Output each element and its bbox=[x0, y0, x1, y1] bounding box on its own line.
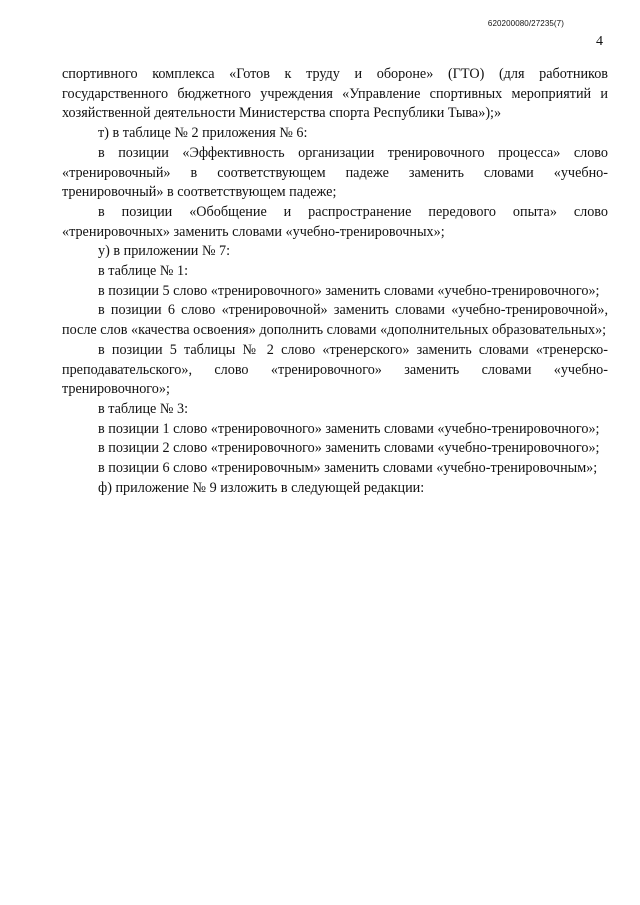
page-number: 4 bbox=[596, 34, 603, 49]
document-body bbox=[62, 65, 608, 498]
paragraph-table-3-position-6: в позиции 6 слово «тренировочным» заменить словами «учебно-тренировочным»; bbox=[98, 460, 598, 477]
paragraph-item-t: т) в таблице № 2 приложения № 6: bbox=[98, 125, 308, 142]
paragraph-table-1-position-5: в позиции 5 слово «тренировочного» заменить словами «учебно-тренировочного»; bbox=[98, 282, 600, 299]
paragraph-table-3: в таблице № 3: bbox=[98, 400, 189, 417]
paragraph-table-1: в таблице № 1: bbox=[98, 263, 189, 280]
paragraph-item-f: ф) приложение № 9 изложить в следующей редакции: bbox=[98, 479, 425, 496]
paragraph-gto-continuation: спортивного комплекса «Готов к труду и обороне» (ГТО) (для работников государственного бюджетного учреждения «Управление спортивных мероприятий и хозяйственной деятельности Министерства спорта Республики Тыва»);» bbox=[62, 66, 608, 122]
paragraph-experience-position: в позиции «Обобщение и распространение передового опыта» слово «тренировочных» заменить словами «учебно-тренировочных»; bbox=[62, 203, 608, 240]
paragraph-item-u: у) в приложении № 7: bbox=[98, 243, 231, 260]
paragraph-table-3-position-2: в позиции 2 слово «тренировочного» заменить словами «учебно-тренировочного»; bbox=[98, 440, 600, 457]
paragraph-efficiency-position: в позиции «Эффективность организации тренировочного процесса» слово «тренировочный» в соответствующем падеже заменить словами «учебно-тренировочный» в соответствующем падеже; bbox=[62, 144, 608, 201]
paragraph-table-3-position-1: в позиции 1 слово «тренировочного» заменить словами «учебно-тренировочного»; bbox=[98, 420, 600, 437]
paragraph-table-1-position-6: в позиции 6 слово «тренировочной» заменить словами «учебно-тренировочной», после слов «качества освоения» дополнить словами «дополнительных образовательных»; bbox=[62, 302, 608, 339]
document-code: 620200080/27235(7) bbox=[487, 19, 564, 28]
paragraph-table-2-position-5: в позиции 5 таблицы № 2 слово «тренерского» заменить словами «тренерско-преподавательского», слово «тренировочного» заменить словами «учебно-тренировочного»; bbox=[62, 341, 608, 398]
